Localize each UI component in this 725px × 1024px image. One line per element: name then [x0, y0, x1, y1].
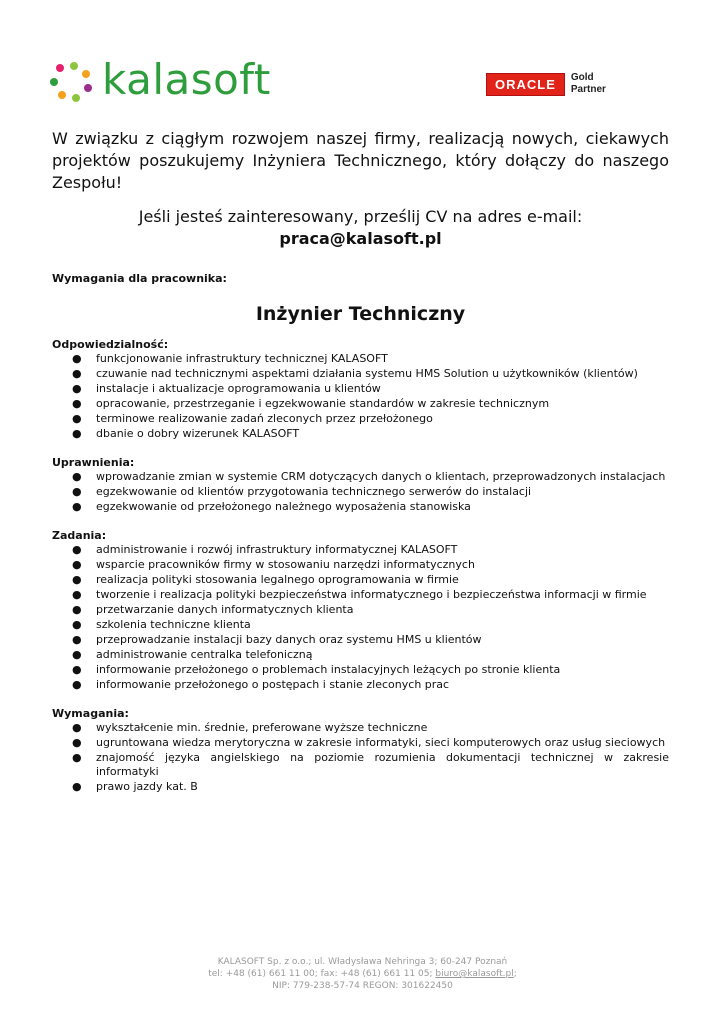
bullet-icon: ●	[72, 736, 82, 749]
bullet-icon: ●	[72, 663, 82, 676]
oracle-gold: Gold	[570, 72, 594, 83]
bullet-icon: ●	[72, 603, 82, 616]
intro-paragraph: W związku z ciągłym rozwojem naszej firmy, realizacją nowych, ciekawych projektów poszukujemy Inżyniera Technicznego, który dołączy do naszego Zespołu!	[52, 129, 669, 192]
bullet-icon: ●	[72, 678, 82, 691]
contact-email[interactable]: praca@kalasoft.pl	[279, 229, 442, 248]
bullet-icon: ●	[72, 721, 82, 734]
oracle-partner: Partner	[570, 84, 606, 95]
bullet-icon: ●	[72, 382, 82, 395]
list-item	[52, 618, 669, 632]
job-title: Inżynier Techniczny	[255, 303, 466, 325]
list-item	[52, 633, 669, 647]
list-item	[52, 736, 669, 750]
bullet-icon: ●	[72, 588, 82, 601]
logo-text: kalasoft	[102, 55, 271, 104]
list-item	[52, 412, 669, 426]
logo-dot	[58, 91, 66, 99]
section	[52, 529, 669, 692]
list-item	[52, 470, 669, 484]
list-item-text: wprowadzanie zmian w systemie CRM dotyczących danych o klientach, przeprowadzonych instalacjach	[96, 470, 666, 483]
list-item-text: realizacja polityki stosowania legalnego oprogramowania w firmie	[96, 573, 459, 586]
list-item	[52, 678, 669, 692]
section	[52, 338, 669, 441]
list-item-text: znajomość języka angielskiego na poziomie rozumienia dokumentacji technicznej w zakresie informatyki	[96, 751, 669, 778]
footer-phone-fax: tel: +48 (61) 661 11 00; fax: +48 (61) 661 11 05;	[208, 969, 436, 979]
list-item	[52, 382, 669, 396]
footer-address: KALASOFT Sp. z o.o.; ul. Władysława Nehringa 3; 60-247 Poznań	[217, 957, 508, 967]
logo-dot	[56, 64, 64, 72]
section-title: Uprawnienia:	[52, 456, 135, 469]
list-item	[52, 485, 669, 499]
list-item-text: egzekwowanie od przełożonego należnego wyposażenia stanowiska	[96, 500, 471, 513]
list-item-text: terminowe realizowanie zadań zleconych przez przełożonego	[96, 412, 433, 425]
section-title: Wymagania:	[52, 707, 129, 720]
oracle-gold-partner-badge	[486, 72, 606, 96]
list-item	[52, 427, 669, 441]
footer	[0, 956, 725, 992]
list-item-text: dbanie o dobry wizerunek KALASOFT	[96, 427, 300, 440]
list-item-text: informowanie przełożonego o problemach instalacyjnych leżących po stronie klienta	[96, 663, 561, 676]
list-item	[52, 780, 669, 794]
list-item-text: szkolenia techniczne klienta	[96, 618, 251, 631]
bullet-icon: ●	[72, 427, 82, 440]
list-item-text: ugruntowana wiedza merytoryczna w zakresie informatyki, sieci komputerowych oraz usług sieciowych	[96, 736, 666, 749]
logo-dot	[84, 84, 92, 92]
list-item-text: przeprowadzanie instalacji bazy danych oraz systemu HMS u klientów	[96, 633, 482, 646]
bullet-icon: ●	[72, 352, 82, 365]
list-item-text: administrowanie centralka telefoniczną	[96, 648, 313, 661]
bullet-icon: ●	[72, 751, 82, 764]
list-item-text: prawo jazdy kat. B	[96, 780, 198, 793]
bullet-icon: ●	[72, 780, 82, 793]
bullet-icon: ●	[72, 397, 82, 410]
bullet-icon: ●	[72, 633, 82, 646]
job-sections	[52, 338, 669, 794]
list-item	[52, 603, 669, 617]
bullet-icon: ●	[72, 648, 82, 661]
bullet-icon: ●	[72, 470, 82, 483]
list-item-text: tworzenie i realizacja polityki bezpieczeństwa informatycznego i bezpieczeństwa informacji w firmie	[96, 588, 647, 601]
bullet-icon: ●	[72, 543, 82, 556]
requirements-heading: Wymagania dla pracownika:	[52, 272, 227, 285]
bullet-icon: ●	[72, 573, 82, 586]
list-item	[52, 573, 669, 587]
bullet-icon: ●	[72, 558, 82, 571]
list-item-text: czuwanie nad technicznymi aspektami działania systemu HMS Solution u użytkowników (klientów)	[96, 367, 638, 380]
list-item-text: wsparcie pracowników firmy w stosowaniu narzędzi informatycznych	[96, 558, 475, 571]
cta-text: Jeśli jesteś zainteresowany, prześlij CV na adres e-mail:	[138, 207, 583, 226]
list-item	[52, 751, 669, 779]
list-item	[52, 500, 669, 514]
section-list	[52, 470, 669, 514]
bullet-icon: ●	[72, 618, 82, 631]
list-item	[52, 367, 669, 381]
footer-contact	[0, 968, 725, 980]
footer-email-link[interactable]: biuro@kalasoft.pl	[435, 969, 514, 979]
kalasoft-logo	[50, 55, 271, 104]
list-item	[52, 397, 669, 411]
bullet-icon: ●	[72, 485, 82, 498]
list-item-text: administrowanie i rozwój infrastruktury informatycznej KALASOFT	[96, 543, 458, 556]
list-item-text: informowanie przełożonego o postępach i stanie zleconych prac	[96, 678, 450, 691]
list-item-text: przetwarzanie danych informatycznych klienta	[96, 603, 354, 616]
footer-semicolon: ;	[513, 969, 517, 979]
document-body	[52, 128, 669, 809]
list-item	[52, 721, 669, 735]
section	[52, 707, 669, 794]
section-list	[52, 721, 669, 794]
oracle-gold-partner-text	[571, 72, 606, 96]
list-item	[52, 543, 669, 557]
list-item	[52, 663, 669, 677]
list-item-text: opracowanie, przestrzeganie i egzekwowanie standardów w zakresie technicznym	[96, 397, 550, 410]
list-item	[52, 558, 669, 572]
list-item-text: egzekwowanie od klientów przygotowania technicznego serwerów do instalacji	[96, 485, 532, 498]
bullet-icon: ●	[72, 500, 82, 513]
section-list	[52, 543, 669, 692]
section-list	[52, 352, 669, 441]
footer-tax-ids: NIP: 779-238-57-74 REGON: 301622450	[272, 981, 453, 991]
list-item-text: funkcjonowanie infrastruktury technicznej KALASOFT	[96, 352, 388, 365]
list-item-text: instalacje i aktualizacje oprogramowania u klientów	[96, 382, 381, 395]
section-title: Odpowiedzialność:	[52, 338, 169, 351]
list-item	[52, 588, 669, 602]
logo-dot	[82, 70, 90, 78]
section	[52, 456, 669, 514]
bullet-icon: ●	[72, 367, 82, 380]
oracle-logo: ORACLE	[486, 73, 565, 96]
logo-dots	[50, 58, 94, 102]
logo-dot	[50, 78, 58, 86]
section-title: Zadania:	[52, 529, 107, 542]
list-item	[52, 352, 669, 366]
list-item	[52, 648, 669, 662]
logo-dot	[70, 62, 78, 70]
list-item-text: wykształcenie min. średnie, preferowane wyższe techniczne	[96, 721, 428, 734]
logo-dot	[72, 94, 80, 102]
bullet-icon: ●	[72, 412, 82, 425]
